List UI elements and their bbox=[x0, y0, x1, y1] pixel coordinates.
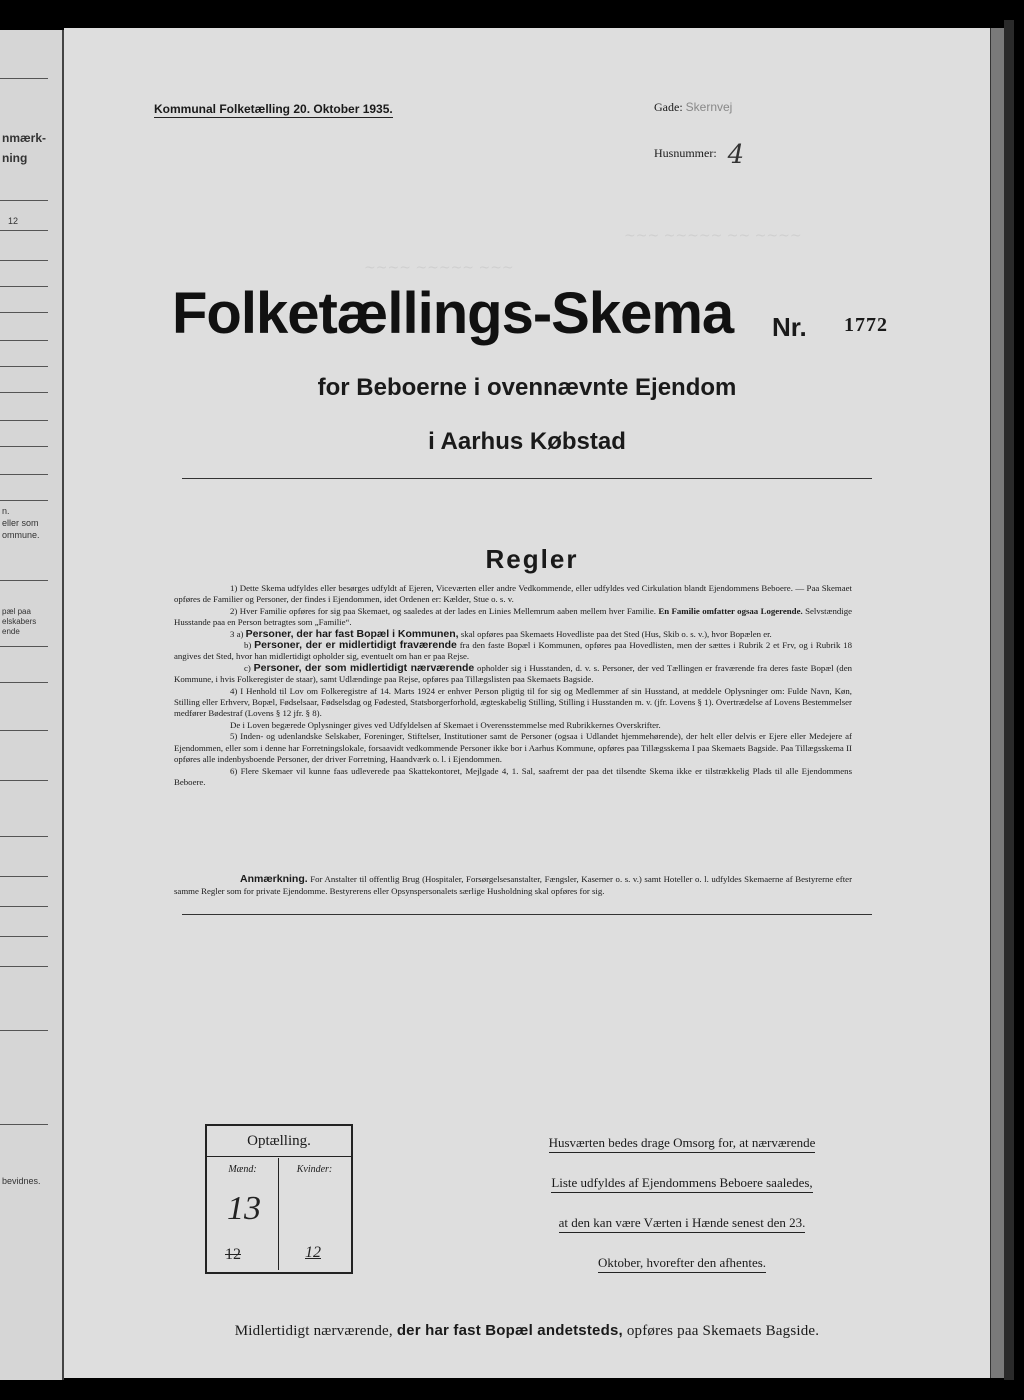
kvinder-column bbox=[279, 1158, 350, 1270]
notice-line-text: Oktober, hvorefter den afhentes. bbox=[598, 1255, 766, 1273]
left-rule bbox=[0, 966, 48, 967]
left-rule bbox=[0, 78, 48, 79]
left-fragment: elskabers bbox=[2, 617, 37, 626]
left-rule bbox=[0, 936, 48, 937]
left-rule bbox=[0, 682, 48, 683]
left-rule bbox=[0, 836, 48, 837]
left-fragment: nmærk- bbox=[2, 131, 47, 145]
divider bbox=[182, 478, 872, 479]
left-rule bbox=[0, 730, 48, 731]
left-rule bbox=[0, 260, 48, 261]
rule-3c-text: opholder sig i Husstanden, d. v. s. Personer, der ved Tællingen er fraværende fra deres faste Bopæl (den Kommune, i hvis Folkeregister de staar), samt Udlændinge paa Rejse, opføres paa Tillægslisten paa Skemaets Bagside. bbox=[174, 662, 852, 685]
rule-1: 1) Dette Skema udfyldes eller besørges udfyldt af Ejeren, Viceværten eller andre Vedkommende, eller udfyldes ved Cirkulation blandt Ejendommens Beboere. — Paa Skemaet opføres de Familier og Personer, der findes i Ejendommen, idet Ordenen er: Kælder, Stue o. s. v. bbox=[174, 583, 852, 605]
anmaerkning-label: Anmærkning. bbox=[240, 873, 308, 885]
left-rule bbox=[0, 646, 48, 647]
left-fragment: 12 bbox=[8, 216, 19, 226]
maend-struck-value: 12 bbox=[225, 1246, 241, 1263]
form-subtitle: for Beboerne i ovennævnte Ejendom bbox=[317, 374, 737, 401]
gade-label: Gade: bbox=[654, 100, 683, 114]
rule-3a-text: skal opføres paa Skemaets Hovedliste paa det Sted (Hus, Skib o. s. v.), hvor Bopælen er. bbox=[460, 628, 772, 639]
notice-line-text: Liste udfyldes af Ejendommens Beboere saaledes, bbox=[551, 1175, 812, 1193]
rule-3a-bold: Personer, der har fast Bopæl i Kommunen, bbox=[245, 627, 459, 640]
kvinder-label: Kvinder: bbox=[296, 1164, 333, 1175]
rule-3c bbox=[174, 663, 852, 686]
maend-column bbox=[207, 1158, 279, 1270]
rule-3b bbox=[174, 640, 852, 663]
landlord-notice bbox=[510, 1130, 854, 1290]
nr-label: Nr. bbox=[772, 312, 807, 342]
gade-value: Skernvej bbox=[685, 100, 733, 114]
left-rule bbox=[0, 906, 48, 907]
husnummer-label: Husnummer: bbox=[654, 146, 717, 160]
form-number: 1772 bbox=[844, 314, 888, 336]
bleed-through-text: ~~~~ ~~~~~ ~~~ bbox=[364, 260, 514, 276]
rules-heading: Regler bbox=[485, 544, 579, 574]
rule-3a-marker: 3 a) bbox=[230, 628, 244, 639]
notice-line-text: at den kan være Værten i Hænde senest den 23. bbox=[559, 1215, 806, 1233]
form-subtitle-city: i Aarhus Købstad bbox=[428, 428, 626, 455]
census-heading: Kommunal Folketælling 20. Oktober 1935. bbox=[154, 102, 393, 116]
left-fragment: n. bbox=[2, 506, 10, 516]
notice-line-text: Husværten bedes drage Omsorg for, at nærværende bbox=[549, 1135, 816, 1153]
divider bbox=[182, 914, 872, 915]
left-rule bbox=[0, 420, 48, 421]
left-rule bbox=[0, 1030, 48, 1031]
left-rule bbox=[0, 230, 48, 231]
left-rule bbox=[0, 312, 48, 313]
census-form-page bbox=[64, 28, 990, 1378]
left-rule bbox=[0, 392, 48, 393]
rule-5: 5) Inden- og udenlandske Selskaber, Foreninger, Stiftelser, Institutioner samt de Personer (ogsaa i Udlandet hjemmehørende), der helt eller delvis er Ejere eller Medejere af Ejendommen, eller som i denne har Forretningslokale, forsaavidt vedkommende Personer ikke bor i Aarhus Kommune, opføres paa Tillægsskema I paa Skemaets Bagside. Paa Tillægsskema II opføres alle indenbysboende Personer, der driver Forretning, Haandværk o. l. i Ejendommen. bbox=[174, 731, 852, 765]
rule-3c-marker: c) bbox=[244, 662, 251, 673]
left-rule bbox=[0, 474, 48, 475]
notice-line bbox=[510, 1130, 854, 1170]
rule-3b-text: fra den faste Bopæl i Kommunen, opføres paa Hovedlisten, men der sættes i Rubrik 2 et Frv, og i Rubrik 18 angives det Sted, hvor han midlertidigt opholder sig, eventuelt om han er paa Rejse. bbox=[174, 640, 852, 662]
left-fragment: pæl paa bbox=[2, 607, 31, 616]
left-rule bbox=[0, 580, 48, 581]
left-rule bbox=[0, 446, 48, 447]
left-fragment: ommune. bbox=[2, 530, 40, 540]
gade-line bbox=[654, 100, 732, 115]
left-fragment: ning bbox=[2, 151, 28, 165]
rule-3c-bold: Personer, der som midlertidigt nærværende bbox=[253, 661, 475, 674]
footer-note bbox=[64, 1322, 990, 1340]
left-rule bbox=[0, 876, 48, 877]
optaelling-title: Optælling. bbox=[207, 1126, 351, 1157]
husnummer-value: 4 bbox=[727, 140, 745, 170]
footer-bold: der har fast Bopæl andetsteds, bbox=[396, 1322, 623, 1339]
left-rule bbox=[0, 366, 48, 367]
left-rule bbox=[0, 1124, 48, 1125]
rule-2-text: Selvstændige Husstande paa en Person betragtes som „Familie“. bbox=[174, 605, 852, 628]
anmaerkning-text: For Anstalter til offentlig Brug (Hospitaler, Forsørgelsesanstalter, Fængsler, Kaserner o. s. v.) samt Hoteller o. l. udfyldes Skemaerne af Bestyrerne efter samme Regler som for private Ejendomme. Bestyrerens eller Opsynspersonalets særlige Husholdning skal opføres for sig. bbox=[174, 874, 852, 896]
left-rule bbox=[0, 780, 48, 781]
kvinder-value: 12 bbox=[305, 1244, 321, 1261]
rule-3b-bold: Personer, der er midlertidigt fraværende bbox=[254, 639, 457, 652]
rule-3b-marker: b) bbox=[244, 640, 252, 651]
rule-4b: De i Loven begærede Oplysninger gives ved Udfyldelsen af Skemaet i Overensstemmelse med Rubrikkernes Overskrifter. bbox=[230, 719, 661, 730]
page-edge bbox=[990, 28, 1005, 1378]
notice-line bbox=[510, 1210, 854, 1250]
footer-post: opføres paa Skemaets Bagside. bbox=[626, 1323, 820, 1339]
left-rule bbox=[0, 340, 48, 341]
left-rule bbox=[0, 286, 48, 287]
bleed-through-text: ~~~ ~~~~~ ~~ ~~~~ bbox=[624, 228, 802, 244]
maend-value: 13 bbox=[227, 1190, 261, 1227]
notice-line bbox=[510, 1250, 854, 1290]
binding-edge bbox=[1004, 20, 1014, 1380]
form-title: Folketællings-Skema bbox=[172, 281, 734, 346]
rules-text bbox=[174, 583, 852, 788]
left-fragment: eller som bbox=[2, 518, 39, 528]
left-rule bbox=[0, 500, 48, 501]
husnummer-line bbox=[654, 134, 745, 170]
rule-2-text: 2) Hver Familie opføres for sig paa Skemaet, og saaledes at der lades en Linies Mellemrum aaben mellem hver Familie. bbox=[230, 605, 656, 616]
rule-6: 6) Flere Skemaer vil kunne faas udleverede paa Skattekontoret, Mejlgade 4, 1. Sal, saafremt der paa det tilsendte Skema ikke er tilstrækkelig Plads til alle Ejendommens Beboere. bbox=[174, 765, 852, 787]
left-fragment: ende bbox=[2, 627, 20, 636]
optaelling-box bbox=[205, 1124, 353, 1274]
anmaerkning bbox=[174, 874, 852, 897]
rule-2 bbox=[174, 606, 852, 629]
left-facing-page bbox=[0, 30, 64, 1380]
footer-pre: Midlertidigt nærværende, bbox=[234, 1323, 393, 1339]
notice-line bbox=[510, 1170, 854, 1210]
maend-label: Mænd: bbox=[228, 1164, 257, 1175]
left-fragment: bevidnes. bbox=[2, 1176, 41, 1186]
rule-2-bold: En Familie omfatter ogsaa Logerende. bbox=[658, 605, 803, 616]
left-rule bbox=[0, 200, 48, 201]
rule-4: 4) I Henhold til Lov om Folkeregistre af 14. Marts 1924 er enhver Person pligtig til for sig og Medlemmer af sin Husstand, at meddele Oplysninger om: Fulde Navn, Køn, Stilling eller Erhverv, Bopæl, Fødselsaar, Fødselsdag og Fødested, Statsborgerforhold, ægteskabelig Stilling, Stilling i Husstanden m. v. (jfr. Lovens § 1). Overtrædelse af Lovens Bestemmelser medfører Bødestraf (Lovens § 12 jfr. § 8). bbox=[174, 685, 852, 719]
